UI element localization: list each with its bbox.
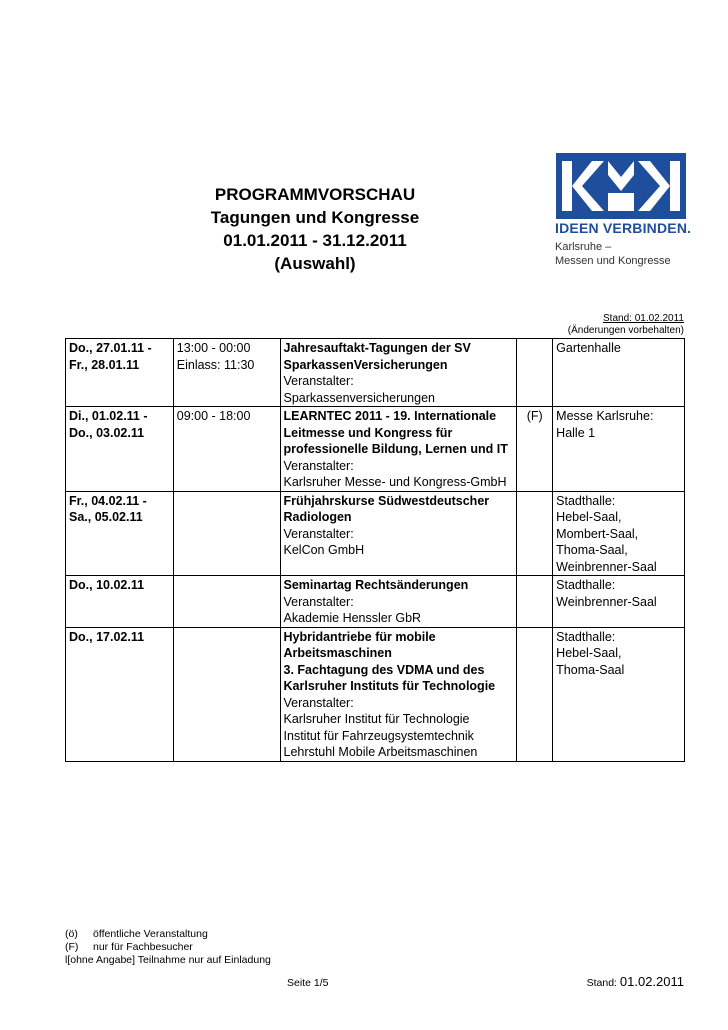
event-date: Di., 01.02.11 - Do., 03.02.11: [66, 407, 174, 492]
logo-city: Karlsruhe –: [555, 241, 612, 253]
event-time: 09:00 - 18:00: [173, 407, 280, 492]
stand-date: Stand: 01.02.2011: [603, 313, 684, 324]
event-time: [173, 627, 280, 761]
event-row: [66, 576, 685, 628]
event-time: [173, 576, 280, 628]
event-access-flag: [517, 627, 553, 761]
date-range: 01.01.2011 - 31.12.2011: [223, 231, 407, 250]
event-row: [66, 339, 685, 407]
legend-item: (F) nur für Fachbesucher: [65, 941, 193, 953]
selection-note: (Auswahl): [274, 254, 356, 273]
footer-stand: [587, 974, 684, 989]
event-row: [66, 407, 685, 492]
event-location: Stadthalle: Hebel-Saal, Thoma-Saal: [553, 627, 685, 761]
legend: [65, 928, 271, 967]
legend-item: (ö) öffentliche Veranstaltung: [65, 928, 208, 940]
logo-slogan: IDEEN VERBINDEN.: [555, 220, 692, 236]
event-time: [173, 491, 280, 576]
logo-company: Messen und Kongresse: [555, 255, 671, 267]
event-date: Do., 10.02.11: [66, 576, 174, 628]
title-block: [150, 183, 480, 275]
event-row: [66, 627, 685, 761]
event-details: Seminartag Rechtsänderungen Veranstalter: Akademie Henssler GbR: [280, 576, 517, 628]
event-access-flag: [517, 491, 553, 576]
changes-note: (Änderungen vorbehalten): [567, 325, 684, 336]
kmk-logo-mark: [556, 153, 686, 219]
event-time: 13:00 - 00:00 Einlass: 11:30: [173, 339, 280, 407]
legend-item: l[ohne Angabe] Teilnahme nur auf Einladung: [65, 954, 271, 966]
event-date: Do., 27.01.11 - Fr., 28.01.11: [66, 339, 174, 407]
event-date: Do., 17.02.11: [66, 627, 174, 761]
event-details: Jahresauftakt-Tagungen der SV SparkassenVersicherungen Veranstalter: Sparkassenversicherungen: [280, 339, 517, 407]
event-row: [66, 491, 685, 576]
event-access-flag: (F): [517, 407, 553, 492]
footer-stand-label: Stand:: [586, 977, 617, 989]
event-location: Stadthalle: Weinbrenner-Saal: [553, 576, 685, 628]
event-location: Gartenhalle: [553, 339, 685, 407]
document-title: PROGRAMMVORSCHAU: [214, 185, 416, 204]
event-location: Stadthalle: Hebel-Saal, Mombert-Saal, Thoma-Saal, Weinbrenner-Saal: [553, 491, 685, 576]
event-details: Hybridantriebe für mobile Arbeitsmaschinen 3. Fachtagung des VDMA und des Karlsruher Instituts für Technologie Veranstalter: Karlsruher Institut für Technologie Institut für Fahrzeugsystemtechnik Lehrstuhl Mobile Arbeitsmaschinen: [280, 627, 517, 761]
event-access-flag: [517, 576, 553, 628]
kmk-logo: [553, 153, 693, 278]
event-location: Messe Karlsruhe: Halle 1: [553, 407, 685, 492]
event-date: Fr., 04.02.11 - Sa., 05.02.11: [66, 491, 174, 576]
event-details: Frühjahrskurse Südwestdeutscher Radiologen Veranstalter: KelCon GmbH: [280, 491, 517, 576]
page-number: Seite 1/5: [287, 977, 329, 989]
footer-stand-date: 01.02.2011: [619, 974, 684, 989]
document-subtitle: Tagungen und Kongresse: [210, 208, 420, 227]
event-details: LEARNTEC 2011 - 19. Internationale Leitmesse und Kongress für professionelle Bildung, Lernen und IT Veranstalter: Karlsruher Messe- und Kongress-GmbH: [280, 407, 517, 492]
event-access-flag: [517, 339, 553, 407]
program-table: [65, 338, 685, 762]
